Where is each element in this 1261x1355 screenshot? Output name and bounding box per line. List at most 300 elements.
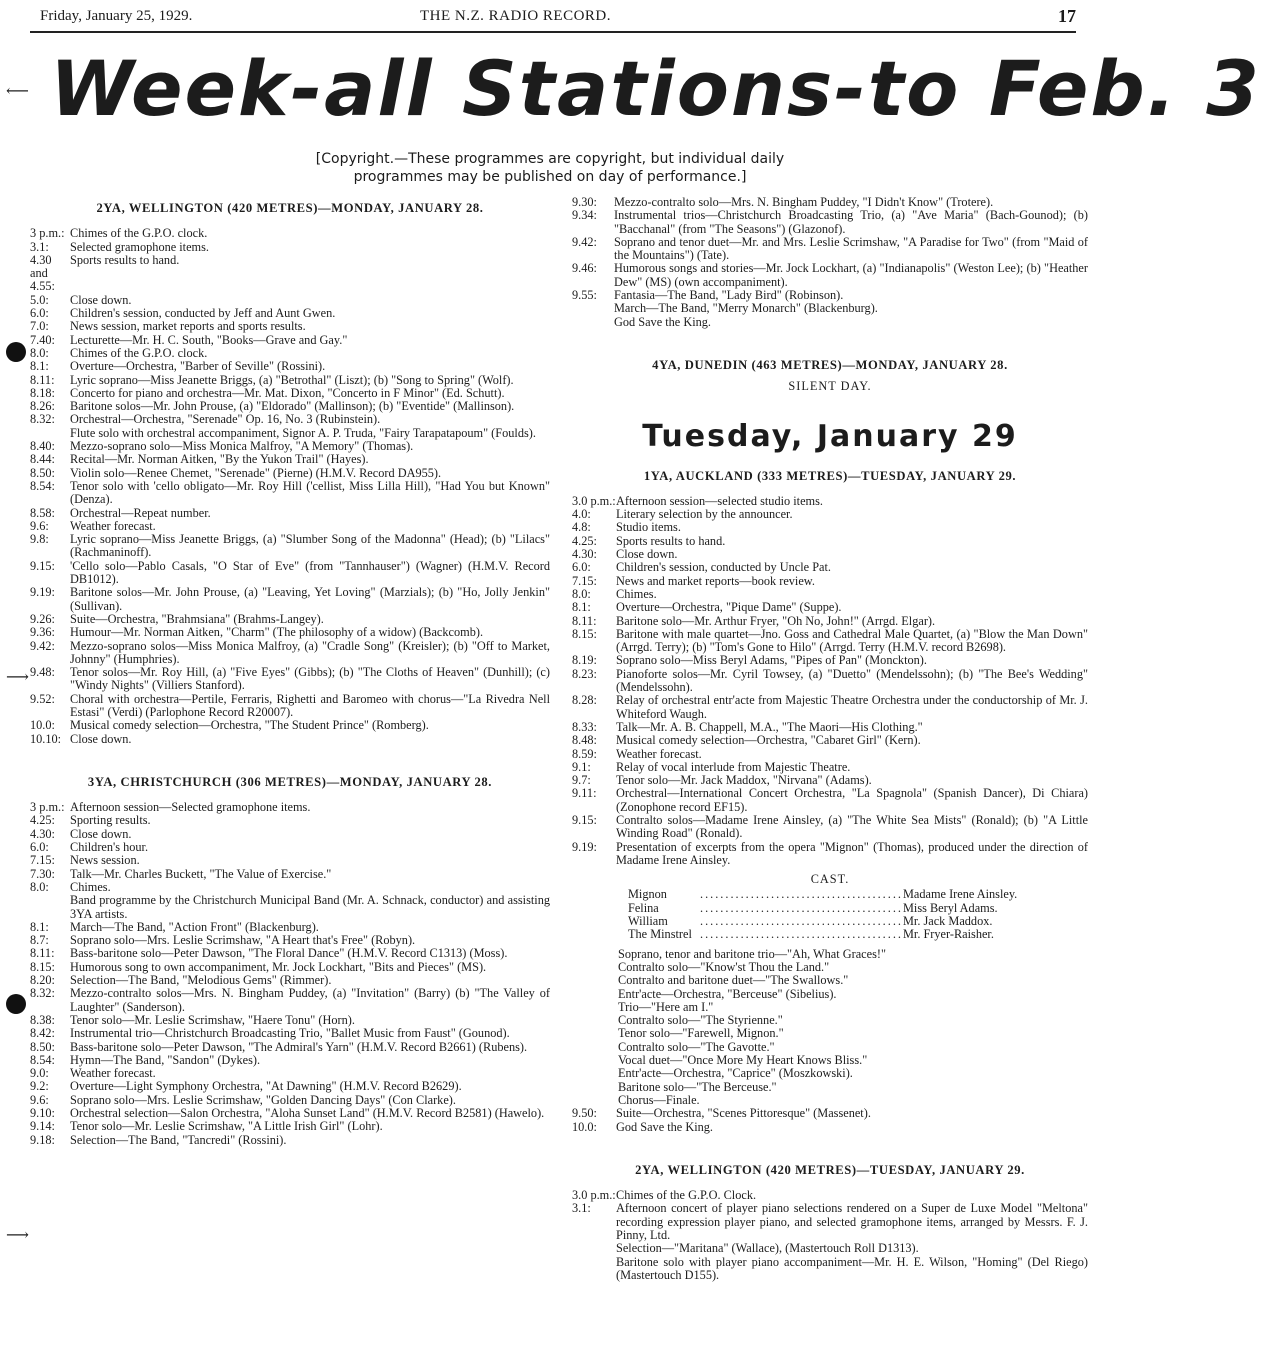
opera-excerpt: Soprano, tenor and baritone trio—"Ah, What Graces!" [618,946,886,961]
programme-time: 8.58: [30,505,55,520]
programme-item [30,254,550,294]
programme-text: Contralto solos—Madame Irene Ainsley, (a) "The White Sea Mists" (Ronald); (b) "A Little Winding Road" (Ronald). [616,812,1088,841]
opera-excerpt: Contralto solo—"Know'st Thou the Land." [618,959,830,974]
programme-time: 3 p.m.: [30,226,65,241]
programme-item [30,1054,550,1067]
opera-excerpt: Contralto and baritone duet—"The Swallows." [618,973,849,988]
programme-item [572,1242,1088,1255]
programme-time: 6.0: [30,306,49,321]
programme-time [572,302,614,315]
programme-item [30,1041,550,1054]
programme-time: 9.8: [30,532,49,547]
programme-text: Chimes. [616,586,657,601]
programme-item [30,360,550,373]
margin-arrow-icon: ⟵ [6,83,29,100]
programme-text: Orchestral—Orchestra, "Serenade" Op. 16, No. 3 (Rubinstein). [70,412,381,427]
programme-item [30,733,550,746]
programme-time: 8.50: [30,465,55,480]
programme-item [30,1094,550,1107]
programme-item [30,894,550,921]
programme-text: Selection—The Band, "Melodious Gems" (Rimmer). [70,973,332,988]
programme-item [572,262,1088,289]
programme-time: 9.11: [572,786,597,801]
cast-row [572,902,1018,915]
programme-text: Bass-baritone solo—Peter Dawson, "The Floral Dance" (H.M.V. Record C1313) (Moss). [70,946,508,961]
programme-item [30,814,550,827]
programme-time: 8.40: [30,439,55,454]
programme-item [572,209,1088,236]
programme-text: Suite—Orchestra, "Brahmsiana" (Brahms-Langey). [70,611,324,626]
opera-excerpt: Baritone solo—"The Berceuse." [618,1079,777,1094]
programme-item [572,561,1088,574]
programme-text: Afternoon session—selected studio items. [616,493,823,508]
programme-time: 10.0: [30,718,55,733]
programme-text: God Save the King. [614,314,711,329]
cast-role: Mignon [628,887,667,902]
programme-item [30,520,550,533]
programme-item [30,387,550,400]
programme-item [30,294,550,307]
programme-text: Violin solo—Renee Chemet, "Serenade" (Pierne) (H.M.V. Record DA955). [70,465,442,480]
programme-time: 8.50: [30,1039,55,1054]
programme-item [572,721,1088,734]
programme-text: Baritone solo with player piano accompaniment—Mr. H. E. Wilson, "Homing" (Del Riego) (Mastertouch D155). [616,1254,1088,1282]
programme-time: 8.20: [30,973,55,988]
programme-time: 9.42: [572,234,597,249]
programme-text: Talk—Mr. A. B. Chappell, M.A., "The Maori—His Clothing." [616,719,923,734]
programme-text: Chimes of the G.P.O. clock. [70,226,208,241]
programme-text: News session. [70,853,140,868]
programme-time: 9.15: [30,558,55,573]
programme-time: 4.30 and 4.55: [30,252,55,294]
station-heading: 1YA, AUCKLAND (333 METRES)—TUESDAY, JANUARY 29. [643,468,1017,483]
opera-excerpt: Vocal duet—"Once More My Heart Knows Bliss." [618,1053,868,1068]
programme-time: 4.30: [572,547,597,562]
programme-item [30,1107,550,1120]
programme-item [30,1120,550,1133]
programme-time: 8.18: [30,385,55,400]
programme-time: 8.26: [30,399,55,414]
programme-time: 8.0: [30,345,49,360]
programme-time: 9.7: [572,773,591,788]
programme-time: 9.34: [572,208,597,223]
programme-text: Mezzo-contralto solo—Mrs. N. Bingham Puddey, "I Didn't Know" (Trotere). [614,195,994,209]
programme-time: 9.46: [572,261,597,276]
programme-time: 8.32: [30,986,55,1001]
programme-text: Tenor solo—Mr. Leslie Scrimshaw, "Haere Tonu" (Horn). [70,1012,355,1027]
programme-item [30,987,550,1014]
programme-item [30,241,550,254]
programme-time: 8.7: [30,933,49,948]
programme-text: Soprano solo—Mrs. Leslie Scrimshaw, "A Heart that's Free" (Robyn). [70,933,416,948]
programme-text: Children's hour. [70,840,149,855]
programme-item [572,1121,1088,1134]
programme-time: 6.0: [30,840,49,855]
programme-text: Tenor solo—Mr. Leslie Scrimshaw, "A Little Irish Girl" (Lohr). [70,1119,383,1134]
programme-text: Chimes of the G.P.O. clock. [70,345,208,360]
right-column [572,196,1088,1282]
programme-item [572,1202,1088,1242]
programme-item [30,1027,550,1040]
programme-time: 8.1: [572,600,591,615]
programme-item [572,508,1088,521]
programme-text: Mezzo-contralto solos—Mrs. N. Bingham Puddey, (a) "Invitation" (Barry) (b) "The Valley of Laughter" (Sanderson). [70,986,550,1014]
programme-time: 9.26: [30,611,55,626]
opera-excerpt: Tenor solo—"Farewell, Mignon." [618,1026,784,1041]
programme-text: Flute solo with orchestral accompaniment, Signor A. P. Truda, "Fairy Tarapatapoum" (Foulds). [70,425,536,440]
programme-time: 8.59: [572,746,597,761]
programme-list [572,495,1088,867]
programme-item [572,1107,1088,1120]
programme-item [30,374,550,387]
programme-text: Sports results to hand. [616,533,726,548]
cast-actor: Madame Irene Ainsley. [902,887,1018,902]
programme-time: 9.30: [572,195,597,209]
programme-time: 7.40: [30,332,55,347]
programme-time: 9.36: [30,625,55,640]
programme-text: Selected gramophone items. [70,239,209,254]
programme-text: Literary selection by the announcer. [616,507,793,522]
programme-text: Selection—"Maritana" (Wallace), (Mastertouch Roll D1313). [616,1241,919,1256]
programme-text: Close down. [70,826,132,841]
programme-item [30,626,550,639]
programme-text: Sporting results. [70,813,151,828]
programme-list [572,1189,1088,1282]
programme-item [572,588,1088,601]
programme-item [572,761,1088,774]
programme-time: 8.23: [572,666,597,681]
programme-time: 9.10: [30,1106,55,1120]
day-title: Tuesday, January 29 [642,418,1018,454]
programme-item [572,316,1088,329]
programme-text: Tenor solos—Mr. Roy Hill, (a) "Five Eyes" (Gibbs); (b) "The Cloths of Heaven" (Dunhill); (c) "Windy Nights" (Villiers Stanford). [70,665,550,693]
copyright-notice: [Copyright.—These programmes are copyright, but individual daily programmes may be published on day of performance.] [315,151,785,185]
programme-item [572,289,1088,302]
programme-item [30,640,550,667]
programme-text: Choral with orchestra—Pertile, Ferraris, Righetti and Baromeo with chorus—"La Rivedra Nell Estasi" (Verdi) (Parlophone Record R20007). [70,691,550,719]
programme-text: Sports results to hand. [70,252,180,267]
programme-text: Lyric soprano—Miss Jeanette Briggs, (a) "Betrothal" (Liszt); (b) "Song to Spring" (Wolf). [70,372,514,387]
programme-item [30,974,550,987]
programme-time: 8.32: [30,412,55,427]
programme-text: Presentation of excerpts from the opera "Mignon" (Thomas), produced under the direction of Madame Irene Ainsley. [616,839,1088,867]
programme-text: News session, market reports and sports results. [70,319,306,334]
margin-arrow-icon: ⟶ [6,669,29,686]
programme-item [30,413,550,426]
programme-list [30,801,550,1147]
cast-role: Felina [628,900,659,915]
programme-time: 9.50: [572,1106,597,1121]
programme-item [30,1134,550,1147]
programme-text: Baritone solos—Mr. John Prouse, (a) "Eldorado" (Mallinson); (b) "Eventide" (Mallinson). [70,399,515,414]
station-heading: 4YA, DUNEDIN (463 METRES)—MONDAY, JANUARY 28. [652,357,1008,372]
programme-item [30,854,550,867]
programme-item [30,868,550,881]
programme-text: Afternoon concert of player piano selections rendered on a Super de Luxe Model "Meltona" recording expression player piano, and selected gramophone items, arranged by Messrs. F. J. Pinny, Ltd. [616,1201,1088,1242]
programme-text: Close down. [616,547,678,562]
page-number: 17 [1058,6,1076,26]
programme-text: Soprano solo—Miss Beryl Adams, "Pipes of Pan" (Monckton). [616,653,927,668]
programme-text: Bass-baritone solo—Peter Dawson, "The Admiral's Yarn" (H.M.V. Record B2661) (Rubens). [70,1039,528,1054]
programme-time: 7.15: [572,573,597,588]
programme-item [572,615,1088,628]
programme-text: Children's session, conducted by Uncle Pat. [616,560,831,575]
programme-time: 9.19: [30,585,55,600]
programme-item [30,801,550,814]
programme-text: Humorous song to own accompaniment, Mr. Jock Lockhart, "Bits and Pieces" (MS). [70,959,487,974]
programme-text: Weather forecast. [70,518,156,533]
programme-text: Relay of orchestral entr'acte from Majestic Theatre Orchestra under the conductorship of Mr. J. Whiteford Waugh. [616,693,1088,721]
programme-item [30,1014,550,1027]
programme-item [572,1256,1088,1283]
programme-text: Overture—Orchestra, "Barber of Seville" (Rossini). [70,359,326,374]
programme-time: 9.52: [30,691,55,706]
programme-time: 9.42: [30,638,55,653]
leader-dots: ........................................ [700,927,903,942]
programme-item [572,302,1088,315]
programme-text: Chimes. [70,879,111,894]
programme-item [572,774,1088,787]
programme-text: Afternoon session—Selected gramophone items. [70,800,311,815]
cast-row [572,915,1018,928]
programme-text: March—The Band, "Action Front" (Blackenburg). [70,919,319,934]
programme-time: 3.1: [30,239,49,254]
programme-time: 8.11: [572,613,597,628]
programme-text: Baritone solo—Mr. Arthur Fryer, "Oh No, John!" (Arrgd. Elgar). [616,613,936,628]
programme-item [572,1189,1088,1202]
programme-item [30,347,550,360]
programme-item [30,320,550,333]
programme-time: 9.48: [30,665,55,680]
programme-time: 7.30: [30,866,55,881]
programme-text: March—The Band, "Merry Monarch" (Blackenburg). [614,301,878,316]
programme-text: God Save the King. [616,1119,713,1134]
programme-text: Overture—Orchestra, "Pique Dame" (Suppe). [616,600,842,615]
programme-time: 3.0 p.m.: [572,1188,616,1203]
programme-time: 9.18: [30,1132,55,1147]
programme-time: 9.19: [572,839,597,854]
programme-time: 8.1: [30,359,49,374]
programme-text: Orchestral—Repeat number. [70,505,211,520]
programme-list [30,227,550,746]
programme-item [30,427,550,440]
programme-item [30,921,550,934]
opera-excerpt: Contralto solo—"The Gavotte." [618,1039,775,1054]
opera-excerpt: Entr'acte—Orchestra, "Caprice" (Moszkowski). [618,1066,853,1081]
programme-text: Tenor solo with 'cello obligato—Mr. Roy Hill ('cellist, Miss Lilla Hill), "Had You but Known" (Denza). [70,478,550,507]
programme-text: Instrumental trios—Christchurch Broadcasting Trio, (a) "Ave Maria" (Bach-Gounod); (b) "Bacchanal" (from "The Seasons") (Glazonof). [614,208,1088,236]
programme-text: Baritone with male quartet—Jno. Goss and Cathedral Male Quartet, (a) "Blow the Man Down" (Arrgd. Terry); (b) "Tom's Gone to Hilo" (Arrgd. Terry (H.M.V. record B2698). [616,626,1088,655]
programme-text: Band programme by the Christchurch Municipal Band (Mr. A. Schnack, conductor) and assisting 3YA artists. [70,893,550,921]
leader-dots: ........................................ [700,914,903,929]
station-heading: 2YA, WELLINGTON (420 METRES)—TUESDAY, JANUARY 29. [635,1162,1025,1177]
programme-item [572,601,1088,614]
station-heading: 3YA, CHRISTCHURCH (306 METRES)—MONDAY, JANUARY 28. [87,774,493,789]
cast-title: CAST. [810,872,850,887]
programme-list [572,196,1088,329]
silent-day-note: SILENT DAY. [788,379,872,394]
programme-time: 8.15: [30,959,55,974]
programme-time: 8.54: [30,1052,55,1067]
programme-time: 3.0 p.m.: [572,493,616,508]
programme-item [572,668,1088,695]
programme-time: 7.15: [30,853,55,868]
programme-item [30,934,550,947]
programme-time [30,427,70,440]
programme-item [30,693,550,720]
programme-item [572,196,1088,209]
programme-text: Weather forecast. [616,746,702,761]
programme-item [30,947,550,960]
programme-text: News and market reports—book review. [616,573,815,588]
programme-text: Baritone solos—Mr. John Prouse, (a) "Leaving, Yet Loving" (Marzials); (b) "Ho, Jolly Jenkin" (Sullivan). [70,585,550,613]
programme-item [30,586,550,613]
publication-title: THE N.Z. RADIO RECORD. [420,8,611,24]
programme-time: 9.6: [30,518,49,533]
programme-item [30,307,550,320]
programme-time: 9.14: [30,1119,55,1134]
programme-text: Mezzo-soprano solo—Miss Monica Malfroy, "A Memory" (Thomas). [70,439,414,454]
programme-time: 4.30: [30,826,55,841]
programme-item [572,521,1088,534]
programme-time: 3.1: [572,1201,591,1216]
programme-list [572,1107,1088,1134]
opera-excerpt: Trio—"Here am I." [618,999,714,1014]
cast-row [572,928,1018,941]
programme-text: Pianoforte solos—Mr. Cyril Towsey, (a) "Duetto" (Mendelssohn); (b) "The Bee's Wedding" (Mendelssohn). [616,666,1088,695]
programme-text: Humour—Mr. Norman Aitken, "Charm" (The philosophy of a widow) (Backcomb). [70,625,484,640]
programme-time: 10.10: [30,731,62,746]
programme-item [30,1067,550,1080]
margin-dot-icon [6,994,26,1014]
programme-text: 'Cello solo—Pablo Casals, "O Star of Eve" (from "Tannhauser") (Wagner) (H.M.V. Record DB1012). [70,558,550,587]
programme-text: Musical comedy selection—Orchestra, "The Student Prince" (Romberg). [70,718,429,733]
programme-text: Talk—Mr. Charles Buckett, "The Value of Exercise." [70,866,332,881]
programme-item [30,828,550,841]
cast-role: The Minstrel [628,927,692,942]
programme-time: 8.33: [572,719,597,734]
opera-excerpts [572,948,1088,1108]
programme-time: 6.0: [572,560,591,575]
programme-item [30,440,550,453]
programme-item [572,734,1088,747]
programme-text: Close down. [70,292,132,307]
programme-item [30,480,550,507]
programme-time: 8.0: [572,586,591,601]
margin-dot-icon [6,342,26,362]
programme-text: Selection—The Band, "Tancredi" (Rossini). [70,1132,287,1147]
programme-text: Humorous songs and stories—Mr. Jock Lockhart, (a) "Indianapolis" (Weston Lee); (b) "Heather Dew" (MS) (own accompaniment). [614,261,1088,289]
programme-item [572,575,1088,588]
programme-item [572,628,1088,655]
programme-time: 8.44: [30,452,55,467]
programme-time: 8.15: [572,626,597,641]
programme-time: 7.0: [30,319,49,334]
running-head [40,6,1076,28]
header-rule [30,31,1076,33]
banner-title: Week-all Stations-to Feb. 3 [50,44,1261,133]
programme-time: 4.25: [30,813,55,828]
programme-item [572,654,1088,667]
programme-item [30,719,550,732]
issue-date: Friday, January 25, 1929. [40,8,193,24]
programme-time: 10.0: [572,1119,597,1134]
programme-item [572,841,1088,868]
programme-time: 8.11: [30,946,55,961]
programme-text: Close down. [70,731,132,746]
programme-item [30,961,550,974]
programme-time: 9.0: [30,1066,49,1081]
programme-text: Lyric soprano—Miss Jeanette Briggs, (a) "Slumber Song of the Madonna" (Head); (b) "Lilacs" (Rachmaninoff). [70,532,550,560]
programme-time: 8.11: [30,372,55,387]
programme-text: Musical comedy selection—Orchestra, "Cabaret Girl" (Kern). [616,733,921,748]
programme-time: 8.19: [572,653,597,668]
programme-item [30,841,550,854]
programme-time: 8.38: [30,1012,55,1027]
programme-text: Studio items. [616,520,681,535]
programme-text: Mezzo-soprano solos—Miss Monica Malfroy, (a) "Cradle Song" (Kreisler); (b) "Off to Market, Johnny" (Humphries). [70,638,550,666]
programme-text: Weather forecast. [70,1066,156,1081]
programme-item [572,694,1088,721]
cast-actor: Miss Beryl Adams. [902,900,998,915]
programme-item [572,548,1088,561]
programme-text: Orchestral—International Concert Orchestra, "La Spagnola" (Spanish Dancer), Di Chiara) (Zonophone record EF15). [616,786,1088,814]
programme-item [30,334,550,347]
programme-text: Chimes of the G.P.O. Clock. [616,1188,757,1203]
programme-time [30,894,70,921]
programme-text: Tenor solo—Mr. Jack Maddox, "Nirvana" (Adams). [616,773,872,788]
programme-item [572,495,1088,508]
programme-item [572,236,1088,263]
programme-text: Hymn—The Band, "Sandon" (Dykes). [70,1052,261,1067]
programme-time [572,1256,616,1283]
programme-text: Children's session, conducted by Jeff and Aunt Gwen. [70,306,336,321]
programme-time: 8.0: [30,879,49,894]
programme-text: Concerto for piano and orchestra—Mr. Mat. Dixon, "Concerto in F Minor" (Ed. Schutt). [70,385,505,400]
programme-item [30,1080,550,1093]
programme-item [572,814,1088,841]
programme-time: 8.28: [572,693,597,708]
programme-time: 8.1: [30,919,49,934]
programme-item [30,560,550,587]
station-heading: 2YA, WELLINGTON (420 METRES)—MONDAY, JANUARY 28. [96,201,484,215]
programme-text: Soprano and tenor duet—Mr. and Mrs. Leslie Scrimshaw, "A Paradise for Two" (from "Maid of the Mountains") (Tate). [614,234,1088,263]
cast-actor: Mr. Fryer-Raisher. [902,927,994,942]
programme-text: Overture—Light Symphony Orchestra, "At Dawning" (H.M.V. Record B2629). [70,1079,462,1094]
programme-item [572,787,1088,814]
programme-time: 9.15: [572,812,597,827]
programme-time [572,1242,616,1255]
programme-item [30,881,550,894]
programme-time: 5.0: [30,292,49,307]
programme-time: 4.0: [572,507,591,522]
programme-time [572,316,614,329]
cast-actor: Mr. Jack Maddox. [902,914,993,929]
programme-time: 8.42: [30,1026,55,1041]
opera-excerpt: Chorus—Finale. [618,1092,700,1107]
programme-time: 8.54: [30,478,55,493]
cast-list [572,888,1088,941]
cast-row [572,888,1018,901]
left-column [30,196,550,1147]
programme-text: Relay of vocal interlude from Majestic Theatre. [616,759,851,774]
programme-time: 4.8: [572,520,591,535]
programme-text: Suite—Orchestra, "Scenes Pittoresque" (Massenet). [616,1106,871,1121]
leader-dots: ........................................ [700,887,903,902]
programme-item [30,507,550,520]
programme-time: 4.25: [572,533,597,548]
programme-text: Orchestral selection—Salon Orchestra, "Aloha Sunset Land" (H.M.V. Record B2581) (Hawelo). [70,1106,545,1120]
